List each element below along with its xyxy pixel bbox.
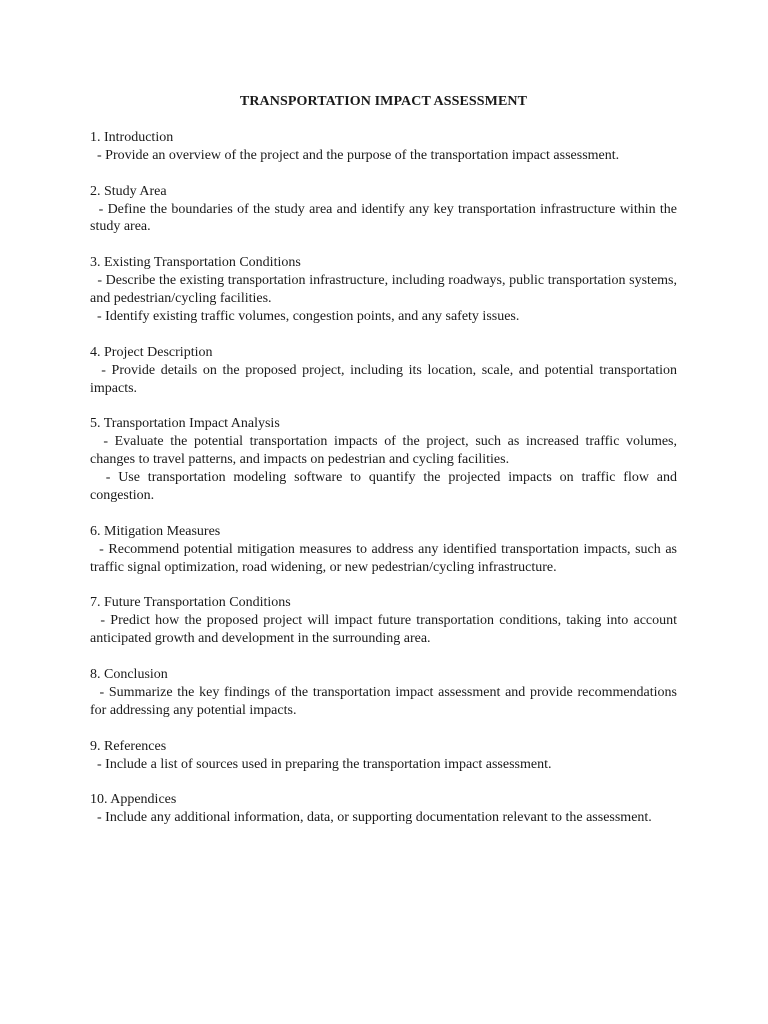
section-heading: 7. Future Transportation Conditions [90, 595, 291, 611]
document-page [90, 93, 677, 845]
section-bullet: - Use transportation modeling software to quantify the projected impacts on traffic flow and congestion. [90, 470, 677, 503]
section-heading: 4. Project Description [90, 344, 213, 360]
section-impact-analysis [90, 415, 677, 505]
section-project-description [90, 344, 677, 398]
section-heading: 5. Transportation Impact Analysis [90, 416, 280, 432]
section-bullet: - Recommend potential mitigation measures to address any identified transportation impacts, such as traffic signal optimization, road widening, or new pedestrian/cycling infrastructure. [90, 541, 677, 575]
section-introduction [90, 129, 677, 165]
section-bullet: - Identify existing traffic volumes, congestion points, and any safety issues. [97, 308, 520, 324]
section-conclusion [90, 666, 677, 720]
section-bullet: - Provide an overview of the project and the purpose of the transportation impact assessment. [97, 147, 620, 163]
section-bullet: - Provide details on the proposed project, including its location, scale, and potential transportation impacts. [90, 362, 678, 396]
section-heading: 6. Mitigation Measures [90, 523, 221, 539]
section-bullet: - Define the boundaries of the study area and identify any key transportation infrastructure within the study area. [90, 201, 678, 235]
section-bullet: - Include any additional information, data, or supporting documentation relevant to the assessment. [97, 810, 652, 826]
section-bullet: - Predict how the proposed project will impact future transportation conditions, taking into account anticipated growth and development in the surrounding area. [90, 613, 678, 647]
section-bullet: - Summarize the key findings of the transportation impact assessment and provide recommendations for addressing any potential impacts. [90, 684, 678, 718]
section-heading: 3. Existing Transportation Conditions [90, 255, 301, 271]
section-heading: 10. Appendices [90, 792, 177, 808]
section-bullet: - Evaluate the potential transportation impacts of the project, such as increased traffic volumes, changes to travel patterns, and impacts on pedestrian and cycling facilities. [90, 434, 678, 468]
section-existing-conditions [90, 254, 677, 326]
section-references [90, 738, 677, 774]
section-heading: 2. Study Area [90, 183, 167, 199]
section-study-area [90, 183, 677, 237]
section-bullet: - Describe the existing transportation infrastructure, including roadways, public transportation systems, and pedestrian/cycling facilities. [90, 273, 677, 307]
section-mitigation-measures [90, 523, 677, 577]
section-appendices [90, 791, 677, 827]
section-heading: 9. References [90, 738, 167, 754]
section-bullet: - Include a list of sources used in preparing the transportation impact assessment. [97, 756, 552, 772]
document-title: TRANSPORTATION IMPACT ASSESSMENT [239, 94, 528, 109]
section-heading: 1. Introduction [90, 129, 174, 145]
section-future-conditions [90, 594, 677, 648]
section-heading: 8. Conclusion [90, 666, 168, 682]
